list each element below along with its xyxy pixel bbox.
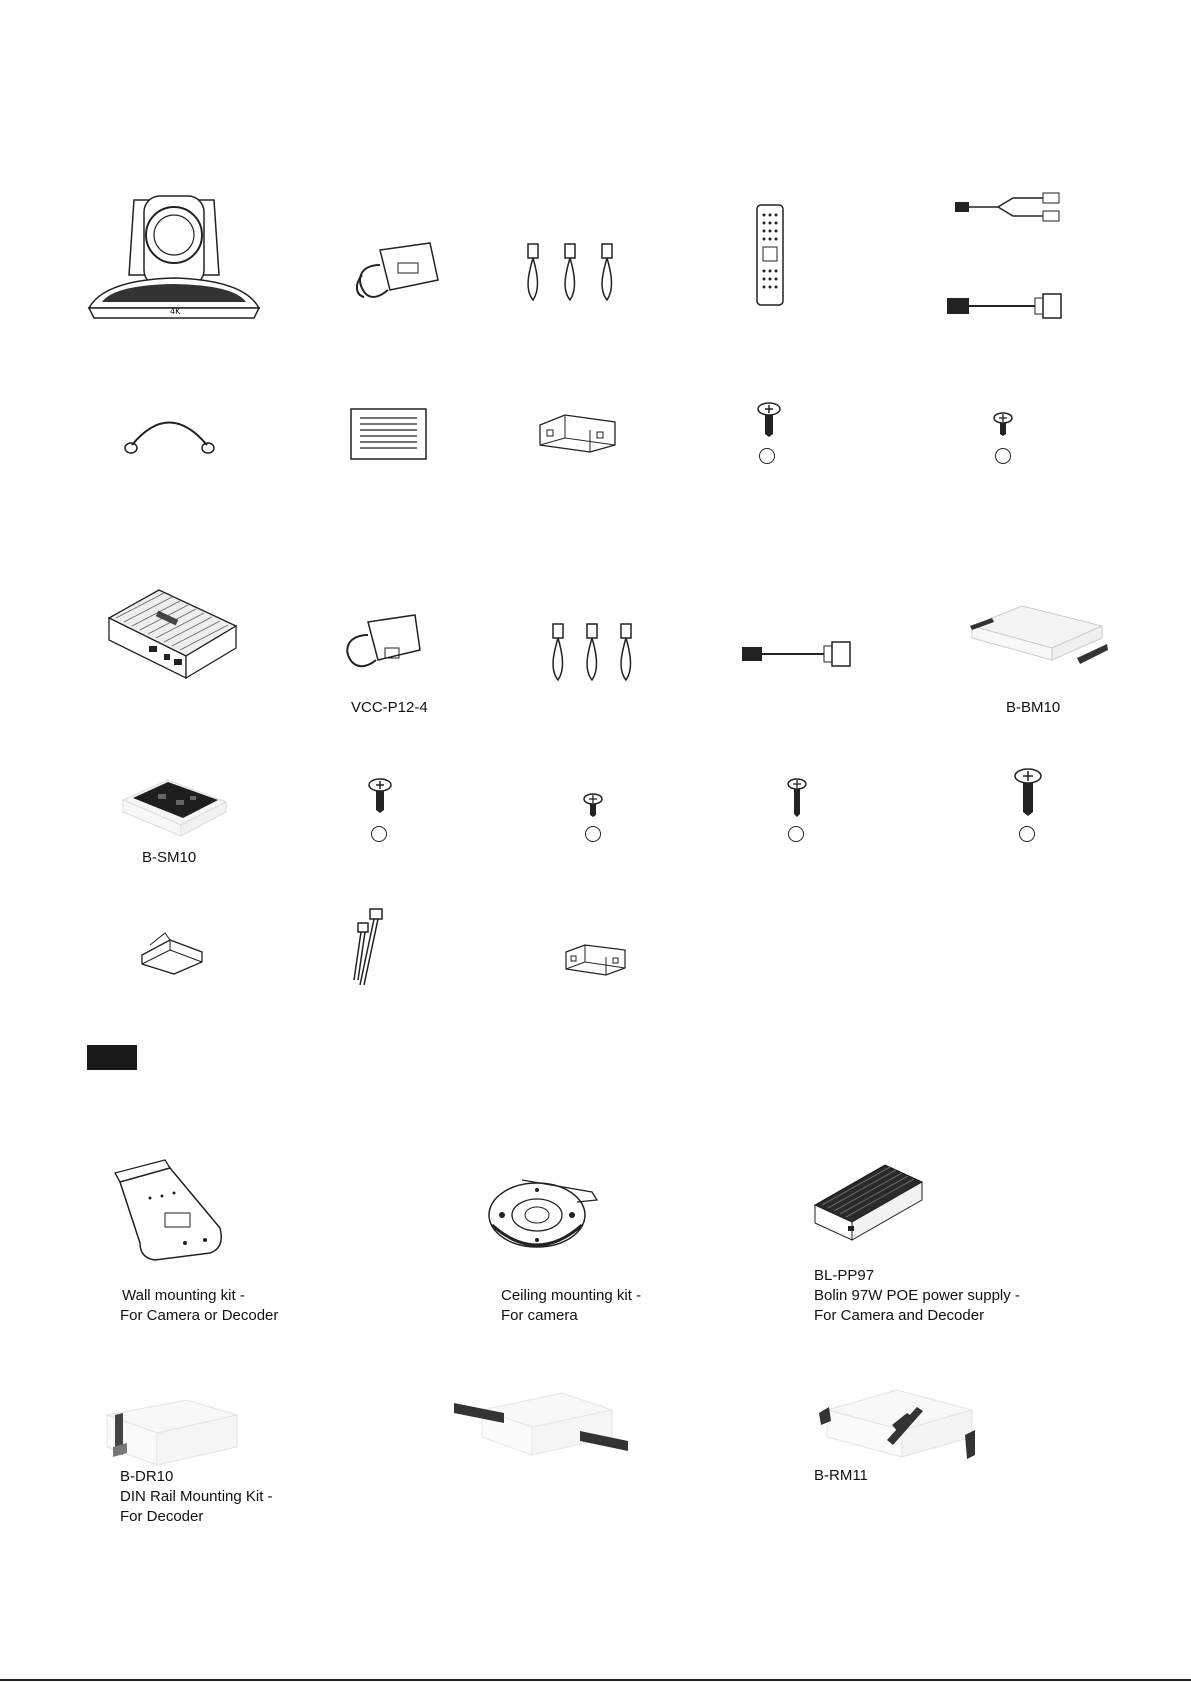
page-footer-line (0, 1679, 1191, 1681)
wall-mount-kit-label-2: For Camera or Decoder (120, 1307, 279, 1324)
surface-mount-model-label: B-SM10 (142, 849, 197, 866)
rack-mount-image (452, 1385, 632, 1470)
quantity-circle (759, 448, 775, 464)
b-rm11-model-label: B-RM11 (814, 1467, 868, 1484)
mounting-bracket-image (535, 410, 620, 455)
quantity-circle (1019, 826, 1035, 842)
power-cords-image (545, 620, 645, 685)
mounting-bracket-image (140, 930, 205, 975)
ptz-camera-image (84, 190, 264, 325)
wall-mount-kit-label-1: Wall mounting kit - (122, 1287, 245, 1304)
y-cable-image (953, 190, 1063, 225)
screw-image (993, 412, 1013, 437)
din-rail-kit-image (97, 1395, 242, 1475)
wall-mount-kit-image (110, 1158, 235, 1263)
power-cords-image (520, 240, 625, 305)
screw-image (787, 778, 807, 818)
power-adapter-model-label: VCC-P12-4 (351, 699, 428, 716)
b-rm11-image (817, 1385, 977, 1465)
poe-desc-label: Bolin 97W POE power supply - (814, 1287, 1020, 1304)
ceiling-mount-kit-label-1: Ceiling mounting kit - (501, 1287, 642, 1304)
ceiling-mount-kit-image (482, 1170, 602, 1255)
surface-mount-image (118, 770, 230, 840)
quantity-circle (371, 826, 387, 842)
poe-model-label: BL-PP97 (814, 1267, 875, 1284)
screw-image (368, 778, 392, 813)
din-rail-model-label: B-DR10 (120, 1468, 174, 1485)
safety-wire-image (122, 405, 217, 455)
decoder-box-image (104, 588, 239, 680)
quantity-circle (585, 826, 601, 842)
section-marker (87, 1045, 137, 1070)
quantity-circle (788, 826, 804, 842)
screw-image (583, 793, 603, 818)
din-rail-desc-label: DIN Rail Mounting Kit - (120, 1488, 273, 1505)
poe-use-label: For Camera and Decoder (814, 1307, 985, 1324)
ceiling-mount-kit-label-2: For camera (501, 1307, 578, 1324)
mounting-bracket-image (563, 942, 628, 977)
poe-power-supply-image (810, 1160, 925, 1250)
quantity-circle (995, 448, 1011, 464)
rs232-cable-image (740, 638, 856, 672)
power-adapter-image (340, 610, 422, 675)
screw-image (1014, 768, 1042, 816)
screw-image (757, 402, 781, 437)
cable-ties-image (350, 905, 390, 990)
bracket-mount-image (962, 598, 1112, 673)
svg-text:4K: 4K (170, 307, 181, 316)
user-manual-image (350, 408, 427, 460)
rs232-cable-image (945, 290, 1067, 325)
power-adapter-image (350, 235, 440, 305)
remote-control-image (755, 203, 785, 308)
din-rail-use-label: For Decoder (120, 1508, 204, 1525)
bracket-model-label: B-BM10 (1006, 699, 1061, 716)
